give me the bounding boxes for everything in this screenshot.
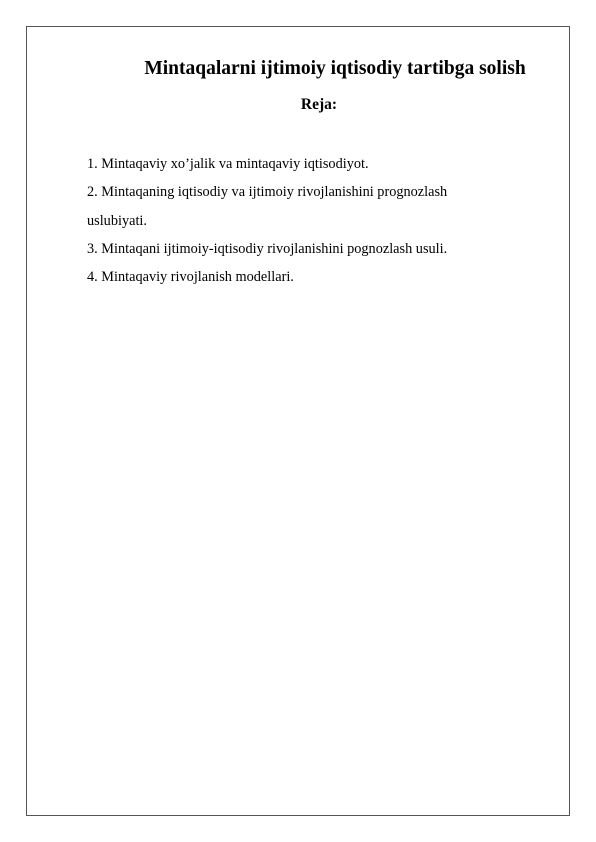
plan-list <box>87 150 527 291</box>
document-title: Mintaqalarni ijtimoiy iqtisodiy tartibga solish <box>144 58 526 79</box>
plan-heading: Reja: <box>300 96 338 113</box>
plan-item-4: 4. Mintaqaviy rivojlanish modellari. <box>87 269 294 286</box>
plan-item-2: 2. Mintaqaning iqtisodiy va ijtimoiy rivojlanishini prognozlash <box>87 184 448 201</box>
plan-item-3: 3. Mintaqani ijtimoiy-iqtisodiy rivojlanishini pognozlash usuli. <box>87 240 448 257</box>
page-border <box>26 26 570 816</box>
plan-item-1: 1. Mintaqaviy xo’jalik va mintaqaviy iqtisodiyot. <box>87 156 369 172</box>
plan-item-2-continuation: uslubiyati. <box>87 212 147 229</box>
